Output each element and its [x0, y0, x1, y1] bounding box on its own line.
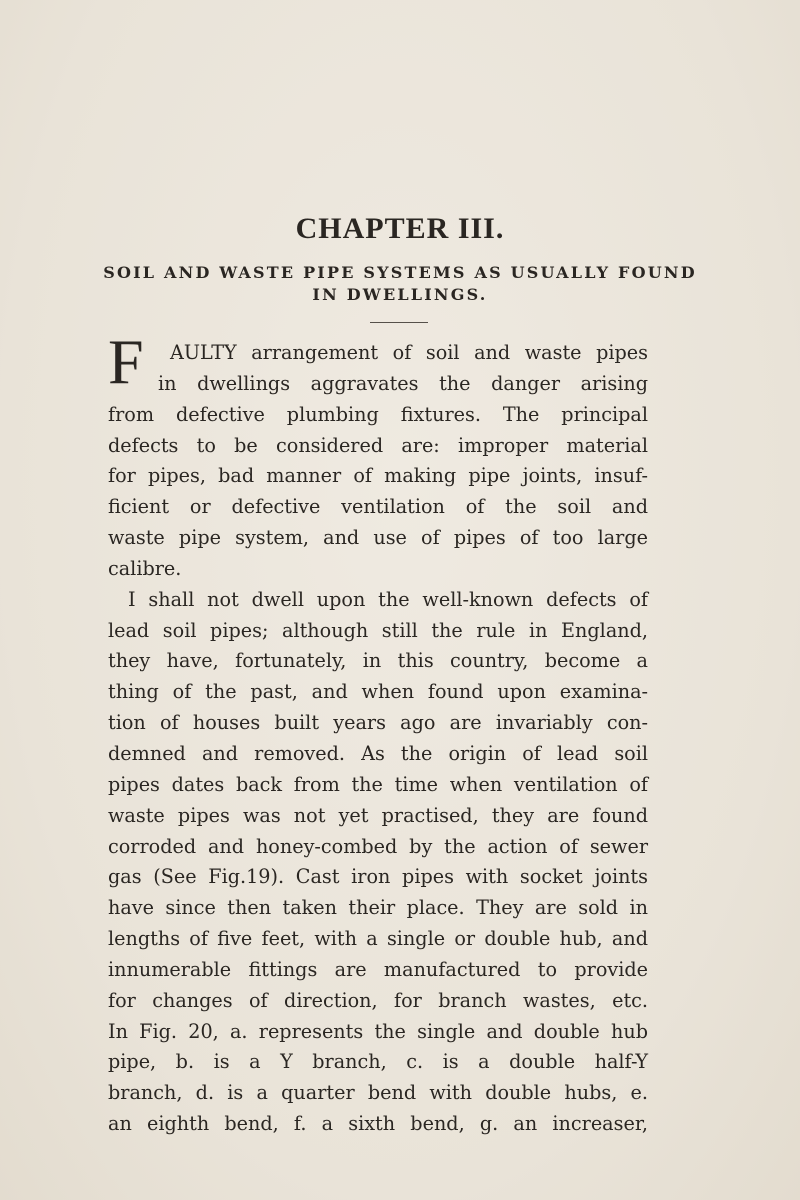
text-line: demned and removed. As the origin of lead soil	[108, 741, 648, 765]
chapter-subtitle: SOIL AND WASTE PIPE SYSTEMS AS USUALLY FOUND IN DWELLINGS.	[103, 263, 697, 304]
text-line: defects to be considered are: improper material	[108, 433, 648, 457]
drop-cap: F	[108, 326, 144, 397]
section-divider	[370, 322, 428, 323]
text-line: lengths of five feet, with a single or double hub, and	[108, 927, 648, 951]
text-line: pipe, b. is a Y branch, c. is a double half-Y	[108, 1050, 648, 1074]
text-line: AULTY arrangement of soil and waste pipes	[170, 341, 648, 364]
text-line: calibre.	[108, 556, 182, 580]
text-line: for pipes, bad manner of making pipe joints, insuf-	[108, 464, 648, 488]
text-line: ficient or defective ventilation of the soil and	[108, 495, 648, 519]
text-line: an eighth bend, f. a sixth bend, g. an increaser,	[108, 1112, 648, 1136]
text-line: waste pipe system, and use of pipes of too large	[108, 526, 648, 550]
text-line: In Fig. 20, a. represents the single and double hub	[108, 1019, 648, 1043]
text-line: tion of houses built years ago are invariably con-	[108, 711, 648, 735]
text-line: have since then taken their place. They are sold in	[108, 896, 648, 920]
text-line: waste pipes was not yet practised, they are found	[108, 803, 648, 827]
text-line: I shall not dwell upon the well-known defects of	[128, 587, 648, 611]
text-line: pipes dates back from the time when ventilation of	[108, 772, 648, 796]
chapter-title: CHAPTER III.	[295, 212, 505, 245]
text-line: lead soil pipes; although still the rule in England,	[108, 618, 648, 642]
text-line: gas (See Fig.19). Cast iron pipes with socket joints	[108, 865, 648, 889]
text-line: corroded and honey-combed by the action of sewer	[108, 834, 648, 858]
text-line: branch, d. is a quarter bend with double hubs, e.	[108, 1081, 648, 1105]
text-line: for changes of direction, for branch wastes, etc.	[108, 988, 648, 1012]
text-line: in dwellings aggravates the danger arising	[158, 371, 648, 395]
text-line: innumerable fittings are manufactured to provide	[108, 957, 648, 981]
body-text	[108, 338, 648, 1140]
text-line: thing of the past, and when found upon examina-	[108, 680, 648, 704]
text-line: from defective plumbing fixtures. The principal	[108, 402, 648, 426]
text-line: they have, fortunately, in this country, become a	[108, 649, 648, 673]
